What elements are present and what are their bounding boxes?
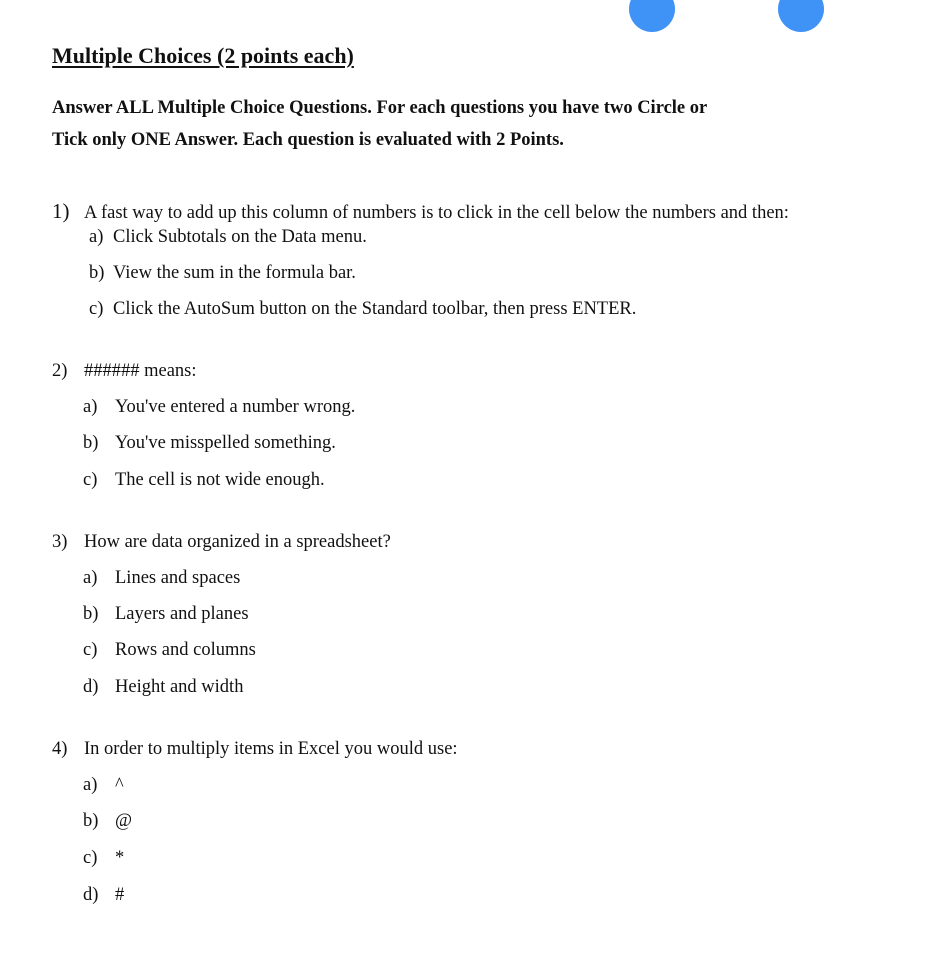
- question-number: 1): [52, 199, 70, 223]
- option-text: Click Subtotals on the Data menu.: [113, 227, 367, 247]
- question-text: In order to multiply items in Excel you would use:: [84, 739, 458, 759]
- option-letter: c): [89, 299, 104, 319]
- question-text: How are data organized in a spreadsheet?: [84, 532, 391, 552]
- option-text: Height and width: [115, 677, 244, 697]
- question-number: 4): [52, 739, 68, 759]
- option-letter: a): [83, 397, 98, 417]
- option-text: View the sum in the formula bar.: [113, 263, 356, 283]
- option-text: @: [115, 811, 133, 831]
- option-letter: d): [83, 677, 99, 697]
- option-letter: a): [83, 775, 98, 795]
- option-letter: d): [83, 885, 99, 905]
- option-letter: b): [83, 604, 99, 624]
- option-letter: c): [83, 470, 98, 490]
- option-letter: c): [83, 848, 98, 868]
- question-text: A fast way to add up this column of numbers is to click in the cell below the numbers and then:: [84, 203, 789, 223]
- option-text: #: [115, 885, 125, 905]
- option-text: Rows and columns: [115, 640, 256, 660]
- decorative-circle-left: [629, 0, 675, 32]
- option-text: You've misspelled something.: [115, 433, 336, 453]
- instructions: [52, 92, 707, 156]
- option-letter: b): [83, 433, 99, 453]
- option-text: Click the AutoSum button on the Standard toolbar, then press ENTER.: [113, 299, 637, 319]
- option-text: You've entered a number wrong.: [115, 397, 356, 417]
- option-letter: b): [83, 811, 99, 831]
- instructions-line: Tick only ONE Answer. Each question is evaluated with 2 Points.: [52, 130, 564, 150]
- question-number: 3): [52, 532, 68, 552]
- question-text: ###### means:: [84, 361, 197, 381]
- option-letter: a): [89, 227, 104, 247]
- option-letter: c): [83, 640, 98, 660]
- option-letter: a): [83, 568, 98, 588]
- option-text: ^: [115, 775, 124, 795]
- option-text: *: [115, 848, 125, 868]
- question-number: 2): [52, 361, 68, 381]
- option-text: Layers and planes: [115, 604, 249, 624]
- option-text: Lines and spaces: [115, 568, 241, 588]
- decorative-circle-right: [778, 0, 824, 32]
- section-heading: Multiple Choices (2 points each): [52, 43, 354, 68]
- option-text: The cell is not wide enough.: [115, 470, 325, 490]
- instructions-line: Answer ALL Multiple Choice Questions. For each questions you have two Circle or: [52, 98, 708, 118]
- option-letter: b): [89, 263, 105, 283]
